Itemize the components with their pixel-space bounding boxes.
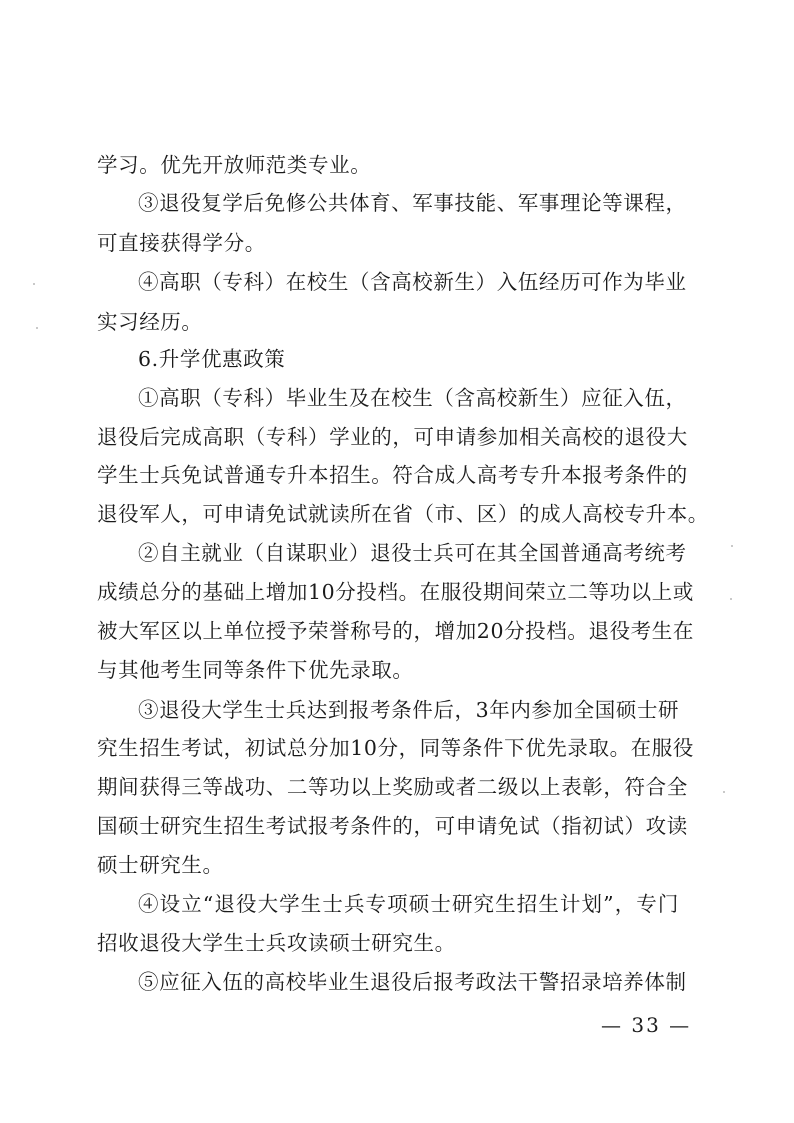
- text-line-11: ②自主就业（自谋职业）退役士兵可在其全国普通高考统考: [138, 541, 687, 565]
- text-line-7: ①高职（专科）毕业生及在校生（含高校新生）应征入伍，: [138, 386, 687, 410]
- page-number: — 33 —: [601, 1013, 692, 1037]
- text-line-13: 被大军区以上单位授予荣誉称号的，增加20分投档。退役考生在: [97, 619, 694, 643]
- text-line-12: 成绩总分的基础上增加10分投档。在服役期间荣立二等功以上或: [97, 580, 694, 604]
- text-line-10: 退役军人，可申请免试就读所在省（市、区）的成人高校专升本。: [97, 502, 709, 526]
- text-line-18: 国硕士研究生招生考试报考条件的，可申请免试（指初试）攻读: [97, 814, 688, 838]
- text-line-3: 可直接获得学分。: [97, 231, 266, 255]
- text-line-16: 究生招生考试，初试总分加10分，同等条件下优先录取。在服役: [97, 736, 694, 760]
- text-line-14: 与其他考生同等条件下优先录取。: [97, 658, 414, 682]
- text-line-1: 学习。优先开放师范类专业。: [97, 153, 372, 177]
- text-line-22: ⑤应征入伍的高校毕业生退役后报考政法干警招录培养体制: [138, 970, 687, 994]
- text-line-15: ③退役大学生士兵达到报考条件后，3年内参加全国硕士研: [138, 698, 680, 722]
- text-line-19: 硕士研究生。: [97, 853, 224, 877]
- scan-speck: [730, 598, 732, 600]
- scan-speck: [36, 327, 38, 329]
- text-line-4: ④高职（专科）在校生（含高校新生）入伍经历可作为毕业: [138, 270, 687, 294]
- text-line-5: 实习经历。: [97, 310, 203, 334]
- text-line-17: 期间获得三等战功、二等功以上奖励或者二级以上表彰，符合全: [97, 775, 688, 799]
- text-line-8: 退役后完成高职（专科）学业的，可申请参加相关高校的退役大: [97, 425, 688, 449]
- text-line-2: ③退役复学后免修公共体育、军事技能、军事理论等课程，: [138, 191, 687, 215]
- scan-speck: [731, 545, 733, 547]
- section-heading: 6.升学优惠政策: [138, 347, 286, 371]
- text-line-21: 招收退役大学生士兵攻读硕士研究生。: [97, 931, 456, 955]
- text-line-9: 学生士兵免试普通专升本招生。符合成人高考专升本报考条件的: [97, 463, 688, 487]
- text-line-20: ④设立“退役大学生士兵专项硕士研究生招生计划”，专门: [138, 892, 679, 916]
- scan-speck: [33, 283, 35, 285]
- scan-speck: [723, 791, 725, 793]
